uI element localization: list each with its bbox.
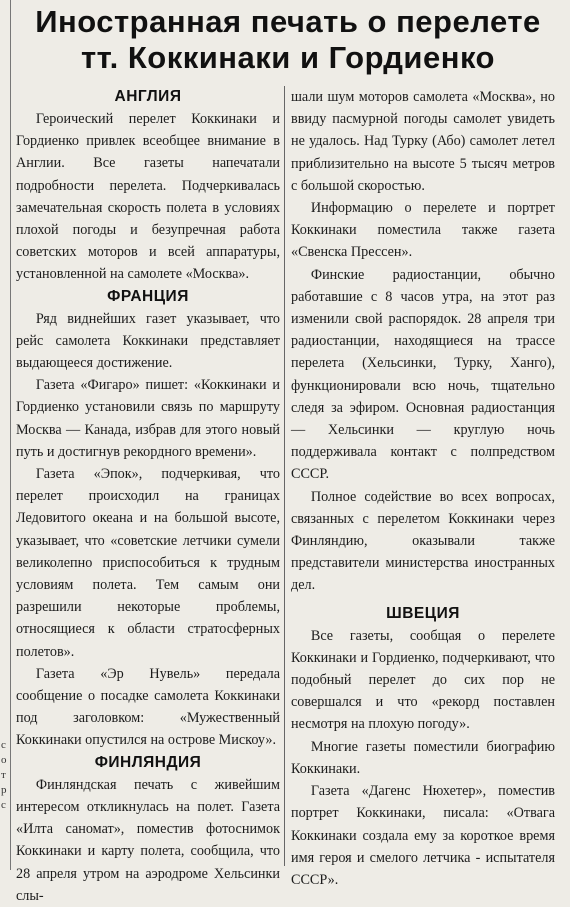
finland-paragraph-2: Информацию о перелете и портрет Коккинаки поместила также газета «Свенска Прессен». <box>291 200 555 261</box>
france-paragraph-3: Газета «Эпок», подчеркивая, что перелет происходил на границах Ледовитого океана и на большой высоте, указывает, что «советские летчики сумели великолепно приспособиться к трудным условиям полета. Тем самым они разрешили некоторые проблемы, относящиеся к области стратосферных полетов». <box>16 466 280 660</box>
finland-paragraph-1-start: Финляндская печать с живейшим интересом откликнулась на полет. Газета «Илта саномат», поместив фотоснимок Коккинаки и карту полета, сообщила, что 28 апреля утром на аэродроме Хельсинки слы- <box>16 776 280 904</box>
section-heading-sweden: ШВЕЦИЯ <box>386 604 460 622</box>
section-heading-england: АНГЛИЯ <box>114 88 182 105</box>
section-heading-france: ФРАНЦИЯ <box>107 287 189 305</box>
adjacent-column-edge <box>0 0 11 870</box>
section-heading-finland: ФИНЛЯНДИЯ <box>94 753 202 771</box>
column-rule <box>284 86 285 866</box>
finland-paragraph-3: Финские радиостанции, обычно работавшие с 8 часов утра, на этот раз изменили свой распорядок. 28 апреля три радиостанции, находящиеся на трассе перелета (Хельсинки, Турку, Ханго), функционировали всю ночь, тщательно следя за эфиром. Основная радиостанция — Хельсинки — круглую ночь поддерживала контакт с полпредством СССР. <box>291 266 555 483</box>
sweden-paragraph-3: Газета «Дагенс Нюхетер», поместив портрет Коккинаки, писала: «Отвага Коккинаки создала ему за короткое время имя героя и смелого летчика - испытателя СССР». <box>291 783 555 888</box>
headline-line-1: Иностранная печать о перелете <box>35 4 541 39</box>
finland-paragraph-1-continued: шали шум моторов самолета «Москва», но ввиду пасмурной погоды самолет увидеть не удалось. Над Турку (Або) самолет летел приблизительно на высоте 5 тысяч метров с большой скоростью. <box>291 89 555 194</box>
article-headline <box>12 4 564 76</box>
left-column <box>16 86 280 907</box>
france-paragraph-1: Ряд виднейших газет указывает, что рейс самолета Коккинаки представляет выдающееся достижение. <box>16 310 280 372</box>
france-paragraph-2: Газета «Фигаро» пишет: «Коккинаки и Гордиенко установили связь по маршруту Москва — Канада, избрав для этого новый путь и достигнув рекордного времени». <box>16 377 280 460</box>
finland-paragraph-4: Полное содействие во всех вопросах, связанных с перелетом Коккинаки через Финляндию, оказывали также представители министерства иностранных дел. <box>291 488 555 594</box>
england-paragraph: Героический перелет Коккинаки и Гордиенко привлек всеобщее внимание в Англии. Все газеты напечатали подробности перелета. Подчеркивалась замечательная скорость полета в условиях плохой погоды и безупречная работа советских моторов и всей аппаратуры, установленной на самолете «Москва». <box>16 111 280 283</box>
sweden-paragraph-1: Все газеты, сообщая о перелете Коккинаки и Гордиенко, подчеркивают, что подобный перелет до сих пор не совершался и что «рекорд поставлен несмотря на плохую погоду». <box>291 627 555 733</box>
headline-line-2: тт. Коккинаки и Гордиенко <box>80 40 495 75</box>
france-paragraph-4: Газета «Эр Нувель» передала сообщение о посадке самолета Коккинаки под заголовком: «Мужественный Коккинаки опустился на острове Мискоу». <box>16 665 280 749</box>
sweden-paragraph-2: Многие газеты поместили биографию Коккинаки. <box>291 738 555 777</box>
adjacent-column-fragment: с о т р с <box>1 739 7 811</box>
right-column <box>291 86 555 891</box>
